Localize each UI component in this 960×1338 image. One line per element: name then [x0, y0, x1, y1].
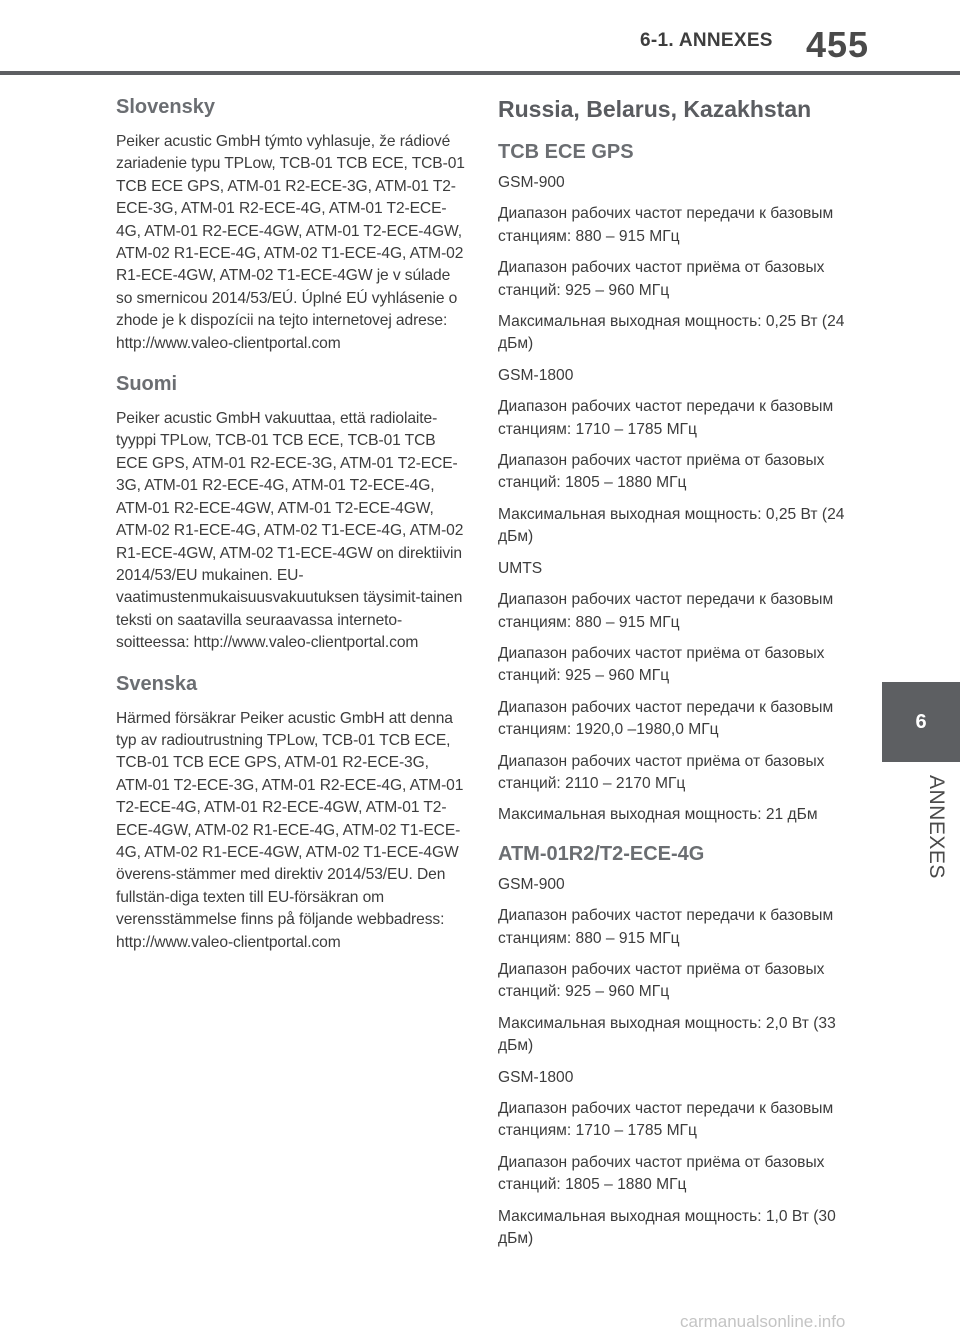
- spec-line: Диапазон рабочих частот приёма от базовых станций: 925 – 960 МГц: [498, 960, 825, 1001]
- spec-line: Максимальная выходная мощность: 1,0 Вт (30 дБм): [498, 1207, 836, 1248]
- spec-line: Диапазон рабочих частот приёма от базовых станций: 925 – 960 МГц: [498, 259, 825, 299]
- left-column: [116, 96, 466, 954]
- spec-line: GSM-900: [498, 174, 565, 191]
- spec-line: GSM-900: [498, 875, 565, 893]
- spec-line: Диапазон рабочих частот приёма от базовых станций: 1805 – 1880 МГц: [498, 452, 825, 492]
- spec-line: Диапазон рабочих частот приёма от базовых станций: 2110 – 2170 МГц: [498, 752, 825, 792]
- spec-line: Диапазон рабочих частот передачи к базовым станциям: 880 – 915 МГц: [498, 205, 834, 245]
- running-header-title: 6-1. ANNEXES: [640, 30, 773, 51]
- spec-line: Максимальная выходная мощность: 0,25 Вт (24 дБм): [498, 313, 845, 353]
- site-watermark: carmanualsonline.info: [680, 1312, 846, 1331]
- spec-line: Диапазон рабочих частот передачи к базовым станциям: 880 – 915 МГц: [498, 591, 834, 631]
- spec-line: Диапазон рабочих частот передачи к базовым станциям: 1710 – 1785 МГц: [498, 398, 834, 438]
- spec-line: Диапазон рабочих частот передачи к базовым станциям: 1710 – 1785 МГц: [498, 1100, 834, 1140]
- section-text-suomi: Peiker acustic GmbH vakuuttaa, että radiolaite-tyyppi TPLow, TCB-01 TCB ECE, TCB-01 TCB ECE GPS, ATM-01 R2-ECE-3G, ATM-01 T2-ECE-3G, ATM-01 R2-ECE-4G, ATM-01 T2-ECE-4G, ATM-01 R2-ECE-4GW, ATM-01 T2-ECE-4GW, ATM-02 R1-ECE-4G, ATM-02 T1-ECE-4G, ATM-02 R1-ECE-4GW, ATM-02 T1-ECE-4GW on direktiivin 2014/53/EU mukainen. EU-vaatimustenmukaisuusvakuutuksen täysimit-tainen teksti on saatavilla seuraavassa interneto-soitteessa: http://www.valeo-clientportal.com: [116, 410, 464, 652]
- subsection-lines-atm-01r2-t2-ece-4g: [498, 874, 848, 1251]
- spec-line: Максимальная выходная мощность: 21 дБм: [498, 806, 818, 824]
- spec-line: Максимальная выходная мощность: 2,0 Вт (33 дБм): [498, 1014, 836, 1055]
- spec-line: Максимальная выходная мощность: 0,25 Вт (24 дБм): [498, 505, 845, 546]
- region-title: Russia, Belarus, Kazakhstan: [498, 96, 812, 122]
- spec-line: Диапазон рабочих частот приёма от базовых станций: 1805 – 1880 МГц: [498, 1153, 825, 1194]
- page-number: 455: [806, 24, 870, 65]
- header-divider: [0, 71, 960, 75]
- chapter-number: 6: [915, 710, 927, 733]
- spec-line: GSM-1800: [498, 366, 574, 384]
- section-text-svenska: Härmed försäkrar Peiker acustic GmbH att denna typ av radioutrustning TPLow, TCB-01 TCB ECE, TCB-01 TCB ECE GPS, ATM-01 R2-ECE-3G, ATM-01 T2-ECE-3G, ATM-01 R2-ECE-4G, ATM-01 T2-ECE-4G, ATM-01 R2-ECE-4GW, ATM-01 T2-ECE-4GW, ATM-02 R1-ECE-4G, ATM-02 T1-ECE-4G, ATM-02 R1-ECE-4GW, ATM-02 T1-ECE-4GW överens-stämmer med direktiv 2014/53/EU. Den fullstän-diga texten till EU-försäkran om verensstämmelse finns på följande webbadress: http://www.valeo-clientportal.com: [116, 709, 464, 951]
- subsection-lines-tcb-ece-gps: [498, 172, 848, 827]
- section-heading-slovensky: Slovensky: [116, 96, 215, 118]
- section-heading-svenska: Svenska: [116, 672, 198, 695]
- subsection-heading-atm-01r2-t2-ece-4g: ATM-01R2/T2-ECE-4G: [498, 842, 705, 865]
- spec-line: GSM-1800: [498, 1068, 574, 1086]
- spec-line: Диапазон рабочих частот передачи к базовым станциям: 1920,0 –1980,0 МГц: [498, 698, 834, 739]
- section-heading-suomi: Suomi: [116, 373, 178, 396]
- spec-line: UMTS: [498, 559, 543, 577]
- spec-line: Диапазон рабочих частот приёма от базовых станций: 925 – 960 МГц: [498, 644, 825, 685]
- chapter-side-label: ANNEXES: [925, 775, 948, 879]
- spec-line: Диапазон рабочих частот передачи к базовым станциям: 880 – 915 МГц: [498, 907, 834, 947]
- subsection-heading-tcb-ece-gps: TCB ECE GPS: [498, 141, 634, 163]
- section-text-slovensky: Peiker acustic GmbH týmto vyhlasuje, že rádiové zariadenie typu TPLow, TCB-01 TCB ECE, TCB-01 TCB ECE GPS, ATM-01 R2-ECE-3G, ATM-01 T2-ECE-3G, ATM-01 R2-ECE-4G, ATM-01 T2-ECE-4G, ATM-01 R2-ECE-4GW, ATM-01 T2-ECE-4GW, ATM-02 R1-ECE-4G, ATM-02 T1-ECE-4G, ATM-02 R1-ECE-4GW, ATM-02 T1-ECE-4GW je v súlade so smernicou 2014/53/EÚ. Úplné EÚ vyhlásenie o zhode je k dispozícii na tejto internetovej adrese: http://www.valeo-clientportal.com: [116, 133, 465, 352]
- chapter-tab: [882, 682, 960, 762]
- right-column: [498, 96, 848, 1259]
